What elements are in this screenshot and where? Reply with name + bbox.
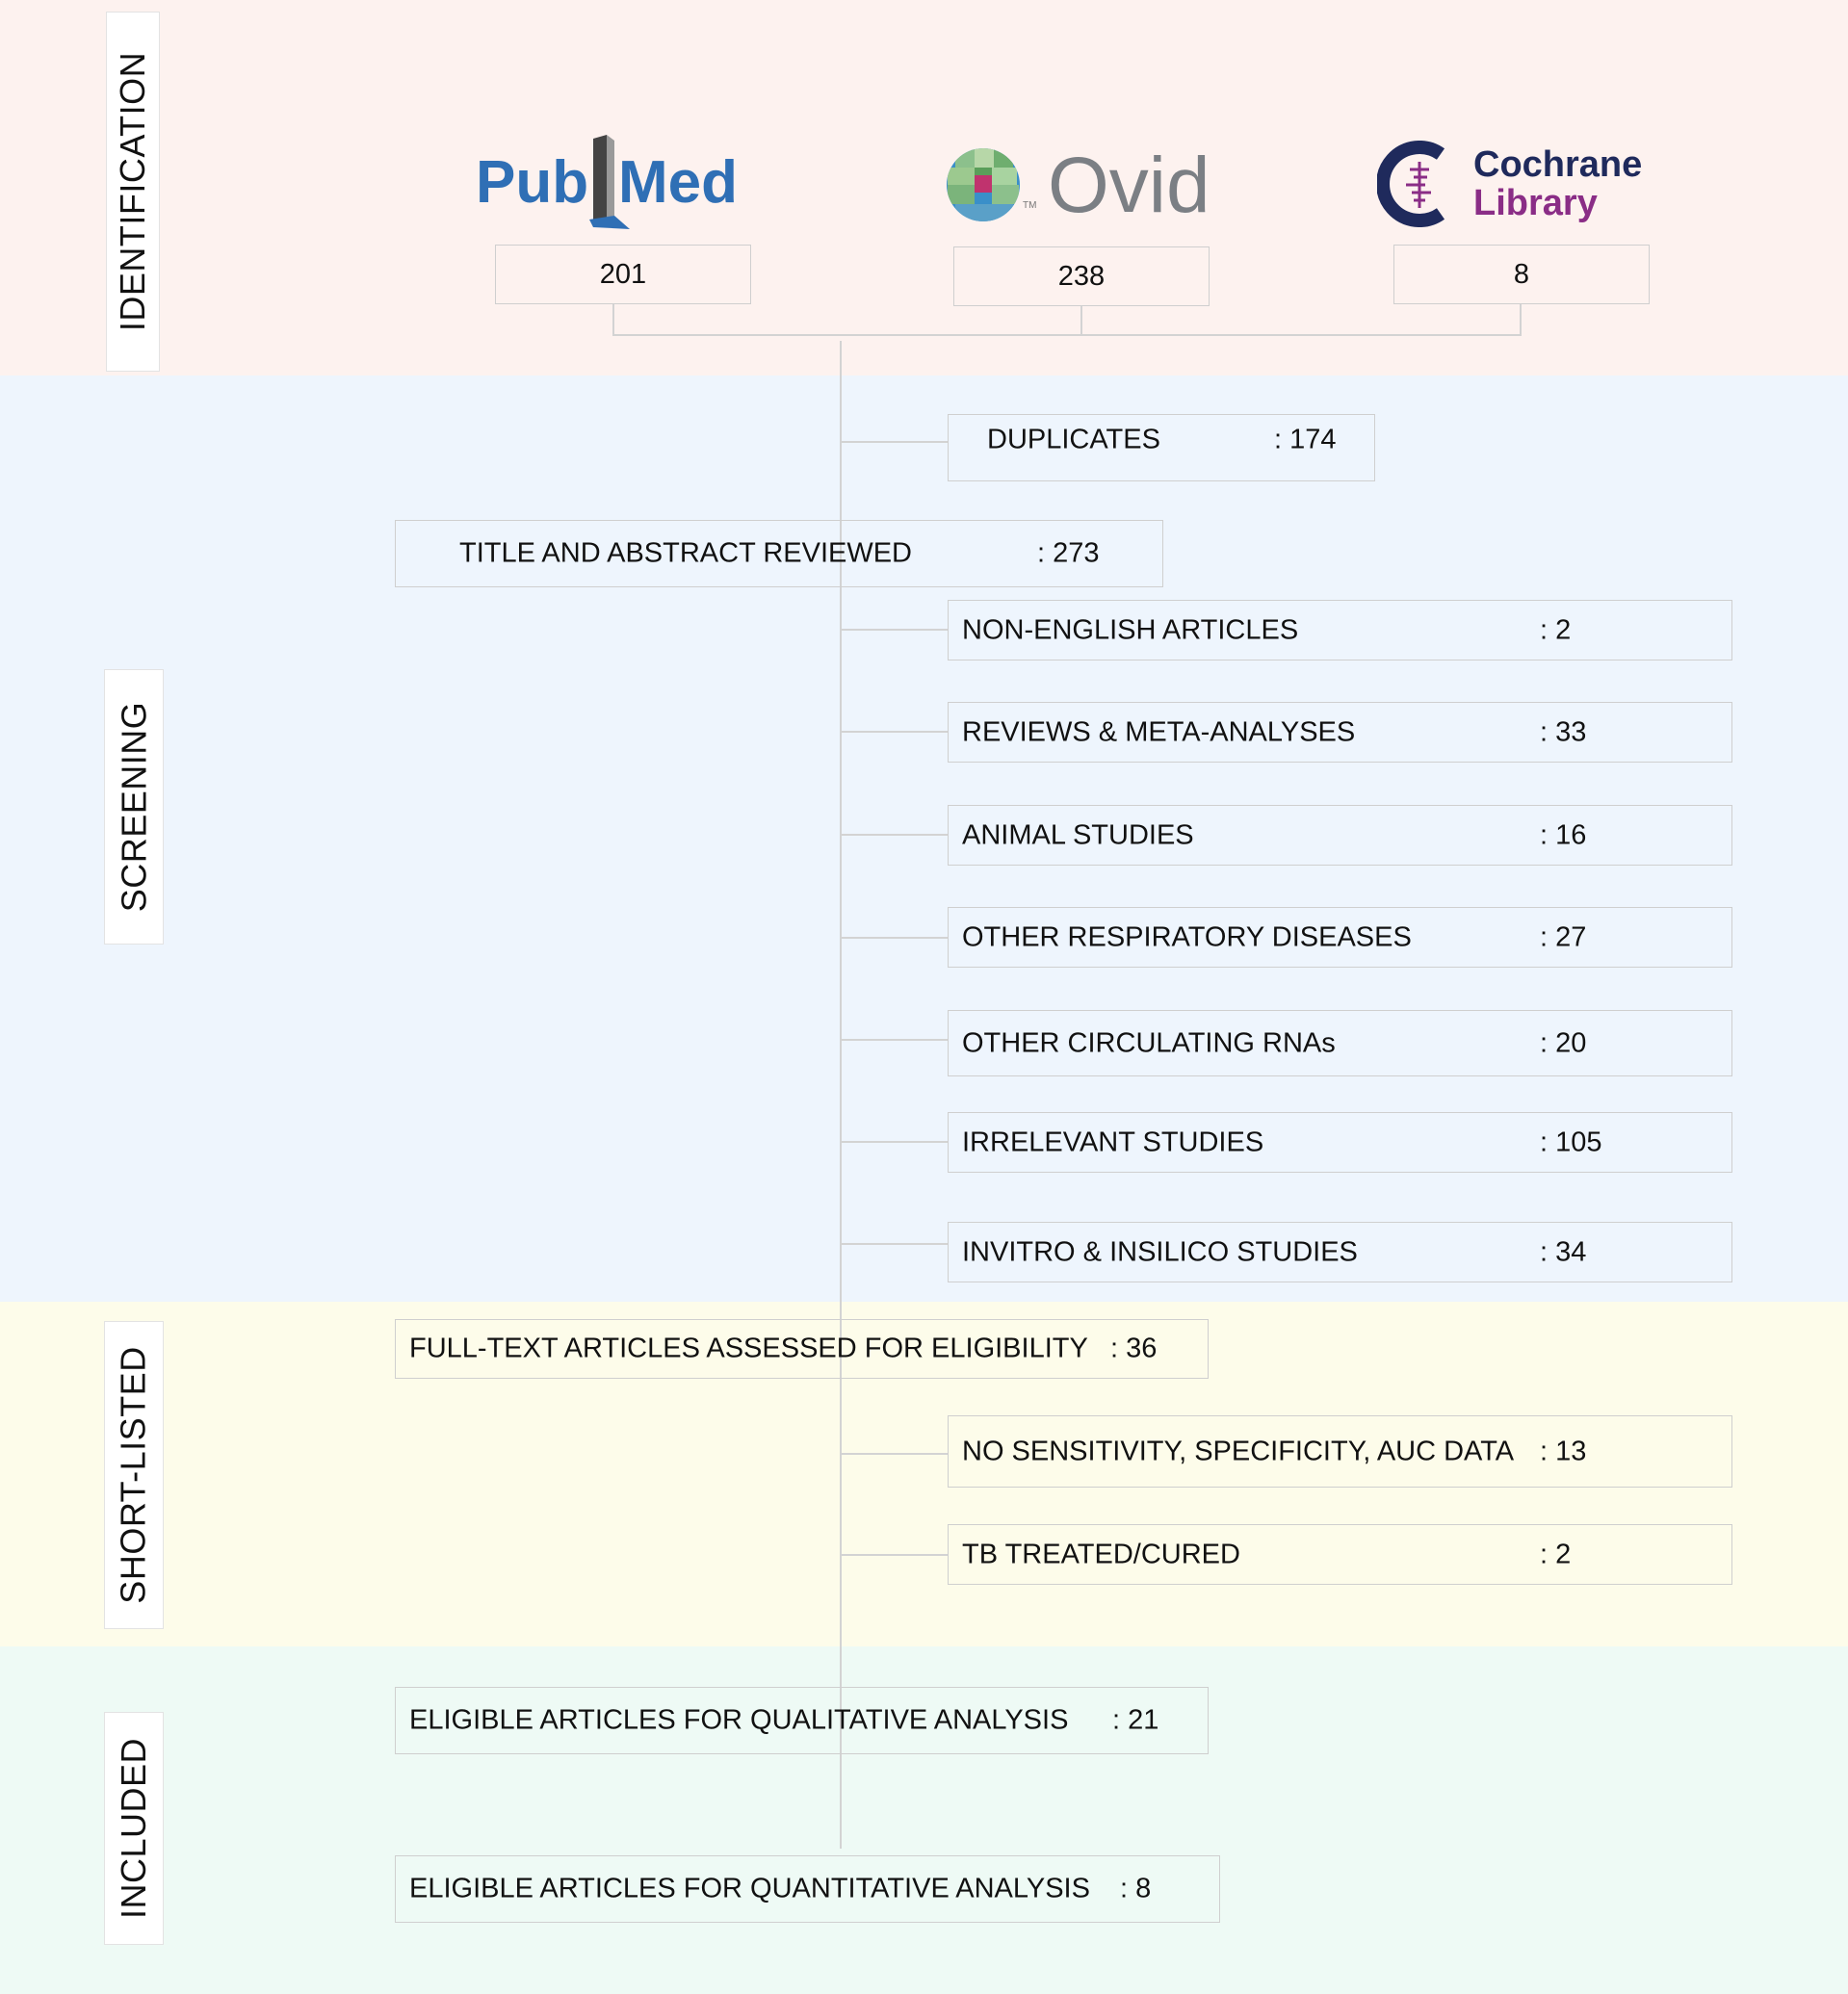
ovid-mosaic-icon bbox=[946, 146, 1021, 223]
exclusion-value: : 33 bbox=[1540, 716, 1587, 747]
qualitative-box bbox=[395, 1687, 1209, 1754]
connector-ovid-drop bbox=[1080, 306, 1082, 335]
exclusion-label: INVITRO & INSILICO STUDIES bbox=[962, 1236, 1358, 1267]
exclusion-label: IRRELEVANT STUDIES bbox=[962, 1126, 1264, 1157]
stage-label-screening: SCREENING bbox=[104, 669, 164, 945]
connector-exclusion bbox=[842, 834, 948, 836]
fulltext-exclusion-value: : 13 bbox=[1540, 1436, 1587, 1466]
connector-pubmed-drop bbox=[612, 304, 614, 335]
exclusion-box bbox=[948, 907, 1732, 968]
connector-fulltext-exclusion bbox=[842, 1554, 948, 1556]
cochrane-count-box: 8 bbox=[1393, 245, 1650, 304]
qualitative-label: ELIGIBLE ARTICLES FOR QUALITATIVE ANALYSIS bbox=[409, 1704, 1069, 1736]
quantitative-value: : 8 bbox=[1120, 1873, 1152, 1904]
quantitative-box bbox=[395, 1855, 1220, 1923]
exclusion-label: NON-ENGLISH ARTICLES bbox=[962, 614, 1299, 645]
duplicates-label: DUPLICATES bbox=[987, 424, 1160, 455]
exclusion-box bbox=[948, 600, 1732, 660]
exclusion-box bbox=[948, 805, 1732, 866]
exclusion-value: : 27 bbox=[1540, 921, 1587, 952]
cochrane-logo: Cochrane Library bbox=[1377, 141, 1666, 237]
fulltext-exclusion-box bbox=[948, 1524, 1732, 1585]
stage-label-shortlisted: SHORT-LISTED bbox=[104, 1321, 164, 1629]
fulltext-value: : 36 bbox=[1110, 1333, 1158, 1364]
stage-label-identification: IDENTIFICATION bbox=[106, 12, 160, 372]
duplicates-value: : 174 bbox=[1274, 424, 1337, 455]
stage-label-included: INCLUDED bbox=[104, 1712, 164, 1945]
exclusion-value: : 20 bbox=[1540, 1027, 1587, 1058]
exclusion-box bbox=[948, 1112, 1732, 1173]
fulltext-exclusion-label: NO SENSITIVITY, SPECIFICITY, AUC DATA bbox=[962, 1436, 1515, 1466]
fulltext-exclusion-box bbox=[948, 1415, 1732, 1488]
connector-exclusion bbox=[842, 937, 948, 939]
qualitative-value: : 21 bbox=[1112, 1704, 1159, 1736]
cochrane-forest-plot-icon bbox=[1377, 141, 1462, 227]
pubmed-logo: Pub Med bbox=[474, 127, 763, 238]
fulltext-exclusion-value: : 2 bbox=[1540, 1539, 1572, 1569]
ovid-count-box: 238 bbox=[953, 246, 1210, 306]
connector-exclusion bbox=[842, 629, 948, 631]
exclusion-label: REVIEWS & META-ANALYSES bbox=[962, 716, 1356, 747]
exclusion-value: : 105 bbox=[1540, 1126, 1602, 1157]
exclusion-box bbox=[948, 1222, 1732, 1282]
connector-cochrane-drop bbox=[1520, 304, 1522, 335]
title-abstract-box bbox=[395, 520, 1163, 587]
exclusion-value: : 16 bbox=[1540, 819, 1587, 850]
title-abstract-value: : 273 bbox=[1037, 537, 1100, 569]
quantitative-label: ELIGIBLE ARTICLES FOR QUANTITATIVE ANALYSIS bbox=[409, 1873, 1090, 1904]
exclusion-value: : 34 bbox=[1540, 1236, 1587, 1267]
exclusion-value: : 2 bbox=[1540, 614, 1572, 645]
connector-exclusion bbox=[842, 1243, 948, 1245]
fulltext-box bbox=[395, 1319, 1209, 1379]
fulltext-exclusion-label: TB TREATED/CURED bbox=[962, 1539, 1240, 1569]
exclusion-box bbox=[948, 702, 1732, 763]
pubmed-count-box: 201 bbox=[495, 245, 751, 304]
connector-exclusion bbox=[842, 1141, 948, 1143]
connector-duplicates bbox=[842, 441, 948, 443]
title-abstract-label: TITLE AND ABSTRACT REVIEWED bbox=[459, 537, 913, 569]
duplicates-box bbox=[948, 414, 1375, 481]
connector-fulltext-exclusion bbox=[842, 1453, 948, 1455]
exclusion-box bbox=[948, 1010, 1732, 1076]
exclusion-label: OTHER RESPIRATORY DISEASES bbox=[962, 921, 1412, 952]
ovid-logo: TM Ovid bbox=[946, 139, 1215, 235]
connector-sources-horizontal bbox=[612, 334, 1522, 336]
exclusion-label: ANIMAL STUDIES bbox=[962, 819, 1194, 850]
connector-exclusion bbox=[842, 1039, 948, 1041]
connector-exclusion bbox=[842, 731, 948, 733]
fulltext-label: FULL-TEXT ARTICLES ASSESSED FOR ELIGIBILITY bbox=[409, 1333, 1088, 1364]
exclusion-label: OTHER CIRCULATING RNAs bbox=[962, 1027, 1336, 1058]
